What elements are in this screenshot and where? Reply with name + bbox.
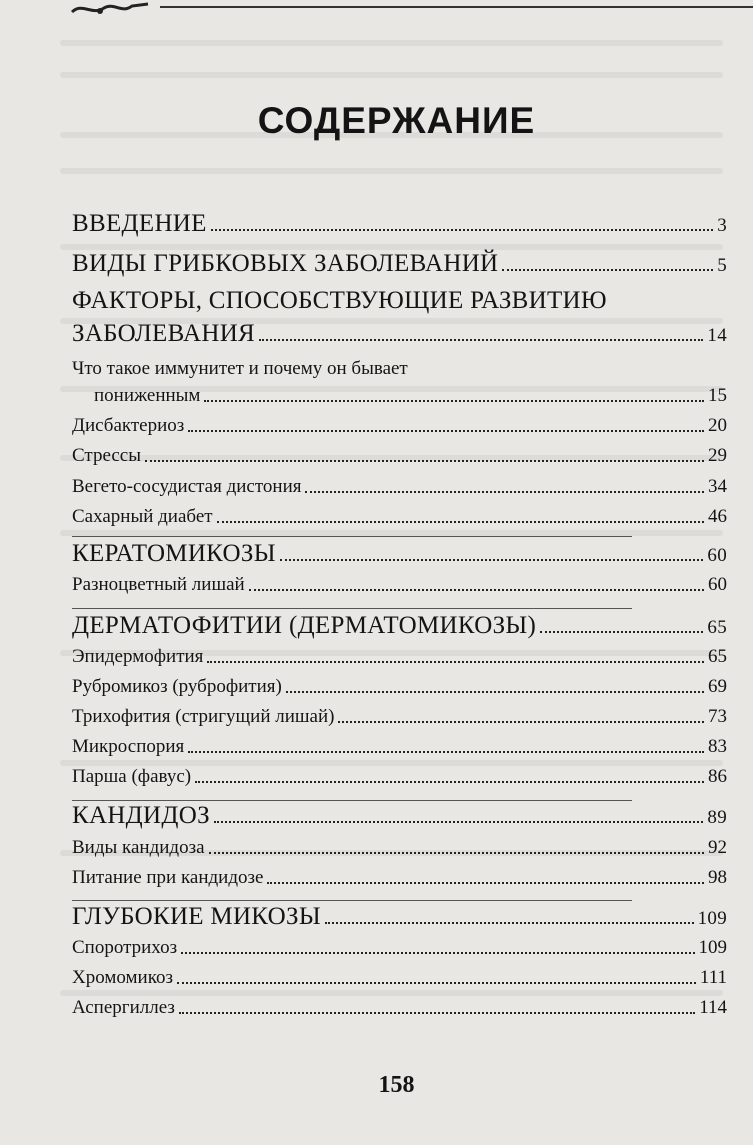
toc-entry[interactable] xyxy=(72,802,727,830)
toc-entry[interactable] xyxy=(72,415,727,437)
page-number: 158 xyxy=(378,1072,415,1098)
leader-dots xyxy=(325,922,694,924)
toc-entry[interactable] xyxy=(94,385,727,407)
toc-entry-page: 89 xyxy=(707,807,727,828)
leader-dots xyxy=(211,229,713,231)
toc-entry[interactable] xyxy=(72,210,727,238)
toc-entry-label: ЗАБОЛЕВАНИЯ xyxy=(72,320,256,347)
toc-entry[interactable] xyxy=(72,250,727,278)
toc-entry-page: 5 xyxy=(717,255,727,276)
toc-entry-page: 73 xyxy=(708,706,727,727)
toc-entry-label: пониженным xyxy=(94,385,201,406)
leader-dots xyxy=(145,460,704,462)
leader-dots xyxy=(502,269,713,271)
toc-entry-label-line1: Что такое иммунитет и почему он бывает xyxy=(72,358,408,379)
toc-entry-page: 20 xyxy=(708,415,727,436)
leader-dots xyxy=(179,1012,695,1014)
toc-entry-label: ВИДЫ ГРИБКОВЫХ ЗАБОЛЕВАНИЙ xyxy=(72,250,499,277)
leader-dots xyxy=(188,751,704,753)
toc-entry[interactable] xyxy=(72,766,727,788)
toc-entry-label: Рубромикоз (руброфития) xyxy=(72,676,282,697)
toc-entry-page: 109 xyxy=(697,908,727,929)
toc-entry-page: 46 xyxy=(708,506,727,527)
toc-entry-label: ГЛУБОКИЕ МИКОЗЫ xyxy=(72,903,321,930)
toc-entry-page: 69 xyxy=(708,676,727,697)
page-title: СОДЕРЖАНИЕ xyxy=(257,100,536,141)
leader-dots xyxy=(338,721,704,723)
toc-entry-page: 83 xyxy=(708,736,727,757)
leader-dots xyxy=(217,521,704,523)
toc-entry-label: Аспергиллез xyxy=(72,997,175,1018)
toc-entry[interactable] xyxy=(72,867,727,889)
toc-entry[interactable] xyxy=(72,937,727,959)
header-ornament-icon xyxy=(70,0,150,18)
leader-dots xyxy=(214,821,703,823)
toc-entry-label: КАНДИДОЗ xyxy=(72,802,210,829)
toc-entry-page: 65 xyxy=(708,646,727,667)
bleed-through xyxy=(60,40,723,46)
toc-entry-label: Питание при кандидозе xyxy=(72,867,264,888)
header-rule xyxy=(160,6,753,8)
leader-dots xyxy=(188,430,704,432)
toc-entry[interactable] xyxy=(72,903,727,931)
toc-entry-label: Хромомикоз xyxy=(72,967,173,988)
leader-dots xyxy=(540,631,703,633)
toc-entry[interactable] xyxy=(72,676,727,698)
toc-entry[interactable] xyxy=(72,736,727,758)
toc-entry[interactable] xyxy=(72,706,727,728)
toc-entry-page: 111 xyxy=(699,967,727,988)
toc-entry[interactable] xyxy=(72,574,727,596)
leader-dots xyxy=(280,559,704,561)
section-divider xyxy=(72,900,632,901)
toc-entry[interactable] xyxy=(72,320,727,348)
toc-entry-page: 114 xyxy=(699,997,727,1018)
section-divider xyxy=(72,800,632,801)
section-divider xyxy=(72,536,632,537)
toc-entry-page: 109 xyxy=(698,937,727,958)
toc-entry[interactable] xyxy=(72,476,727,498)
toc-entry[interactable] xyxy=(72,837,727,859)
toc-entry-label: Стрессы xyxy=(72,445,141,466)
leader-dots xyxy=(204,400,704,402)
toc-entry-page: 60 xyxy=(707,545,727,566)
leader-dots xyxy=(267,882,704,884)
leader-dots xyxy=(249,589,704,591)
toc-entry[interactable] xyxy=(72,612,727,640)
section-divider xyxy=(72,608,632,609)
leader-dots xyxy=(286,691,704,693)
leader-dots xyxy=(181,952,694,954)
toc-entry-label: Парша (фавус) xyxy=(72,766,192,787)
toc-entry-label: Дисбактериоз xyxy=(72,415,185,436)
toc-entry-page: 60 xyxy=(708,574,727,595)
toc-entry-label: Трихофития (стригущий лишай) xyxy=(72,706,335,727)
toc-entry-page: 14 xyxy=(707,325,727,346)
leader-dots xyxy=(305,491,704,493)
bleed-through xyxy=(60,990,723,996)
toc-entry-page: 65 xyxy=(707,617,727,638)
leader-dots xyxy=(259,339,703,341)
toc-entry-page: 98 xyxy=(708,867,727,888)
toc-entry-label: Сахарный диабет xyxy=(72,506,213,527)
toc-entry-page: 92 xyxy=(708,837,727,858)
toc-entry-page: 86 xyxy=(708,766,727,787)
toc-entry-label: Разноцветный лишай xyxy=(72,574,245,595)
toc-entry-page: 3 xyxy=(717,215,727,236)
toc-entry[interactable] xyxy=(72,540,727,568)
toc-entry-label: Споротрихоз xyxy=(72,937,178,958)
bleed-through xyxy=(60,168,723,174)
toc-entry[interactable] xyxy=(72,646,727,668)
leader-dots xyxy=(209,852,704,854)
toc-entry-label: Эпидермофития xyxy=(72,646,204,667)
toc-entry-label: Вегето-сосудистая дистония xyxy=(72,476,302,497)
toc-entry-label: ВВЕДЕНИЕ xyxy=(72,210,207,237)
toc-entry-label: КЕРАТОМИКОЗЫ xyxy=(72,540,276,567)
toc-entry[interactable] xyxy=(72,997,727,1019)
leader-dots xyxy=(195,781,704,783)
toc-entry-label: Виды кандидоза xyxy=(72,837,205,858)
toc-entry-page: 15 xyxy=(708,385,727,406)
toc-entry[interactable] xyxy=(72,506,727,528)
leader-dots xyxy=(177,982,696,984)
bleed-through xyxy=(60,72,723,78)
toc-entry-page: 29 xyxy=(708,445,727,466)
toc-entry-label-line1: ФАКТОРЫ, СПОСОБСТВУЮЩИЕ РАЗВИТИЮ xyxy=(72,287,607,314)
leader-dots xyxy=(207,661,704,663)
toc-entry-label: ДЕРМАТОФИТИИ (ДЕРМАТОМИКОЗЫ) xyxy=(72,612,537,639)
toc-entry-page: 34 xyxy=(708,476,727,497)
toc-entry[interactable] xyxy=(72,445,727,467)
toc-entry-label: Микроспория xyxy=(72,736,185,757)
toc-entry[interactable] xyxy=(72,967,727,989)
